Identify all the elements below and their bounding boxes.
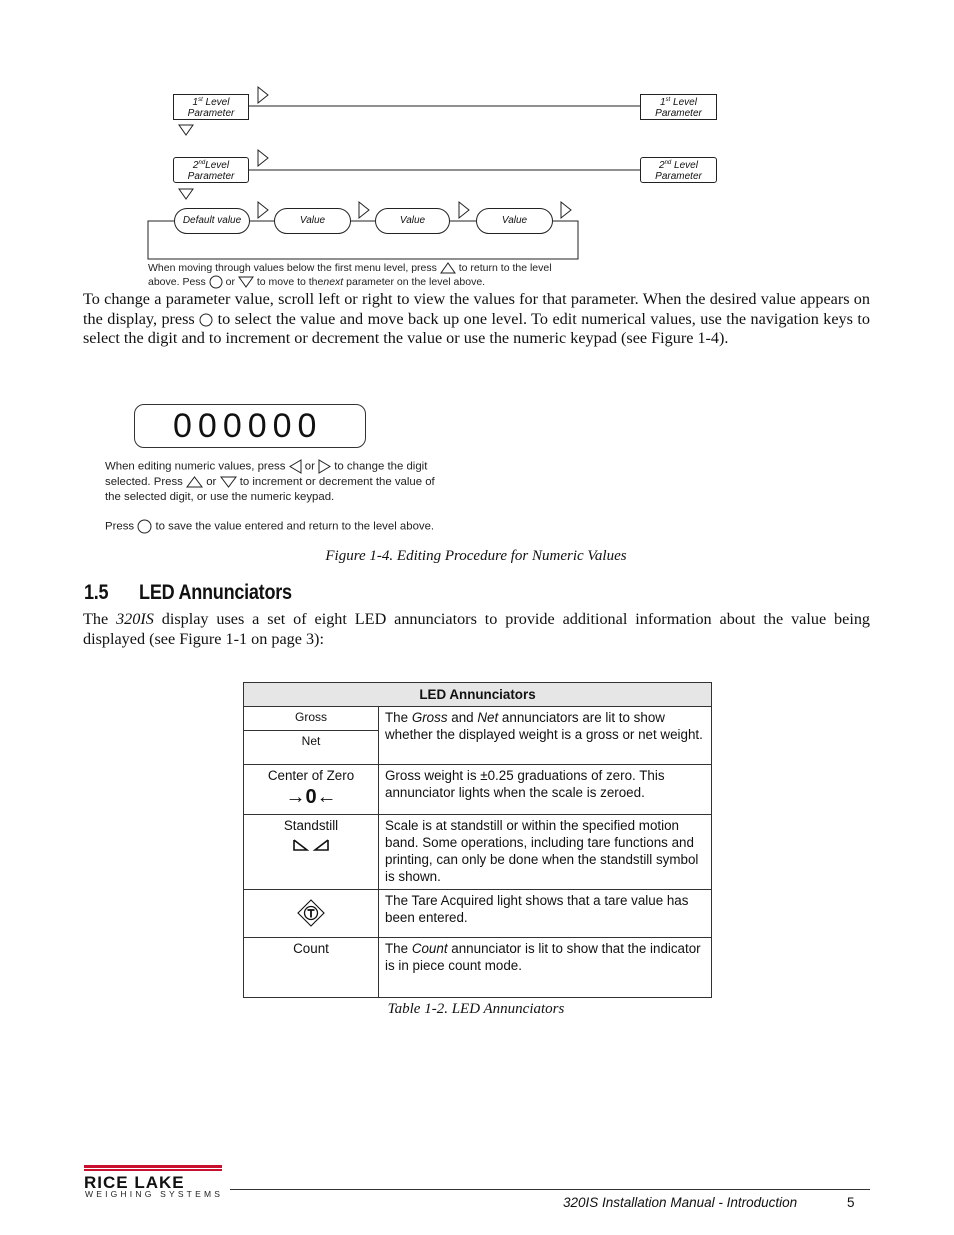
- footer-rule: [230, 1189, 870, 1190]
- paragraph-annunciators: The 320IS display uses a set of eight LED annunciators to provide additional information about the value being displayed (see Figure 1-1 on page 3):: [83, 610, 871, 648]
- section-heading: [84, 581, 292, 605]
- left-arrow-icon: [289, 459, 302, 474]
- annunciator-tare: [244, 890, 379, 938]
- up-arrow-icon: [440, 262, 456, 274]
- led-annunciators-table: [243, 682, 712, 998]
- table-caption: Table 1-2. LED Annunciators: [387, 1001, 565, 1017]
- right-arrow-icon: [561, 202, 571, 218]
- table-row: [244, 890, 712, 938]
- rice-lake-logo: RICE LAKE: [84, 1173, 185, 1192]
- value-oval: Value: [375, 208, 450, 234]
- annunciator-description: Gross weight is ±0.25 graduations of zero. This annunciator lights when the scale is zeroed.: [379, 765, 712, 815]
- edit-numeric-note: When editing numeric values, press or to change the digit selected. Press or to increment or decrement the value of the selected digit, or use the numeric keypad.: [105, 460, 435, 503]
- right-arrow-icon: [359, 202, 369, 218]
- footer-page-number: 5: [847, 1195, 855, 1210]
- diagram-note: When moving through values below the first menu level, press to return to the level above. Pess or to move to thenext parameter on the level above.: [148, 262, 552, 288]
- rice-lake-logo-stripe: [84, 1165, 224, 1173]
- level1-parameter-right: 1st Level Parameter: [640, 94, 717, 120]
- annunciator-description: The Gross and Net annunciators are lit to show whether the displayed weight is a gross or net weight.: [379, 707, 712, 765]
- table-row: [244, 815, 712, 890]
- table-row: [244, 707, 712, 731]
- level2-parameter-left: 2ndLevel Parameter: [173, 157, 249, 183]
- up-arrow-icon: [186, 476, 203, 488]
- down-arrow-icon: [220, 476, 237, 488]
- section-title: LED Annunciators: [139, 581, 292, 604]
- annunciator-gross: Gross: [244, 707, 379, 731]
- down-arrow-icon: [179, 125, 193, 135]
- center-of-zero-icon: →0←: [285, 786, 337, 808]
- figure-caption: Figure 1-4. Editing Procedure for Numeric Values: [325, 548, 627, 564]
- annunciator-description: Scale is at standstill or within the specified motion band. Some operations, including tare functions and printing, can only be done when the standstill symbol is shown.: [379, 815, 712, 890]
- enter-button-icon: [209, 275, 223, 289]
- annunciator-description: The Tare Acquired light shows that a tare value has been entered.: [379, 890, 712, 938]
- right-arrow-icon: [258, 87, 268, 103]
- enter-button-icon: [137, 519, 152, 534]
- annunciator-description: The Count annunciator is lit to show that the indicator is in piece count mode.: [379, 938, 712, 998]
- value-oval: Value: [274, 208, 351, 234]
- annunciator-standstill: Standstill: [244, 815, 379, 890]
- right-arrow-icon: [258, 150, 268, 166]
- table-row: [244, 765, 712, 815]
- right-arrow-icon: [258, 202, 268, 218]
- default-value-oval: Default value: [174, 208, 250, 234]
- table-row: [244, 938, 712, 998]
- annunciator-count: Count: [244, 938, 379, 998]
- down-arrow-icon: [238, 276, 254, 288]
- standstill-icon: [291, 837, 331, 853]
- value-oval: Value: [476, 208, 553, 234]
- right-arrow-icon: [459, 202, 469, 218]
- tare-icon: [296, 898, 326, 928]
- menu-navigation-diagram: [0, 0, 954, 300]
- numeric-display: 000000: [134, 404, 366, 448]
- level1-parameter-left: 1st Level Parameter: [173, 94, 249, 120]
- level2-parameter-right: 2nd Level Parameter: [640, 157, 717, 183]
- rice-lake-logo-subtitle: WEIGHING SYSTEMS: [85, 1189, 224, 1199]
- table-header-row: [244, 683, 712, 707]
- enter-button-icon: [199, 313, 213, 327]
- save-value-note: Press to save the value entered and return to the level above.: [105, 520, 435, 533]
- footer-manual-title: 320IS Installation Manual - Introduction: [563, 1195, 798, 1210]
- paragraph-edit-parameter: To change a parameter value, scroll left or right to view the values for that parameter. When the desired value appears on the display, press to select the value and move back up one level. To edit numerical values, use the navigation keys to select the digit and to increment or decrement the value or use the numeric keypad (see Figure 1-4).: [83, 290, 871, 347]
- annunciator-net: Net: [244, 731, 379, 765]
- annunciator-center-of-zero: Center of Zero →0←: [244, 765, 379, 815]
- level1-number: 1: [192, 97, 199, 108]
- section-number: 1.5: [84, 581, 109, 604]
- right-arrow-icon: [318, 459, 331, 474]
- table-header: LED Annunciators: [244, 683, 712, 707]
- down-arrow-icon: [179, 189, 193, 199]
